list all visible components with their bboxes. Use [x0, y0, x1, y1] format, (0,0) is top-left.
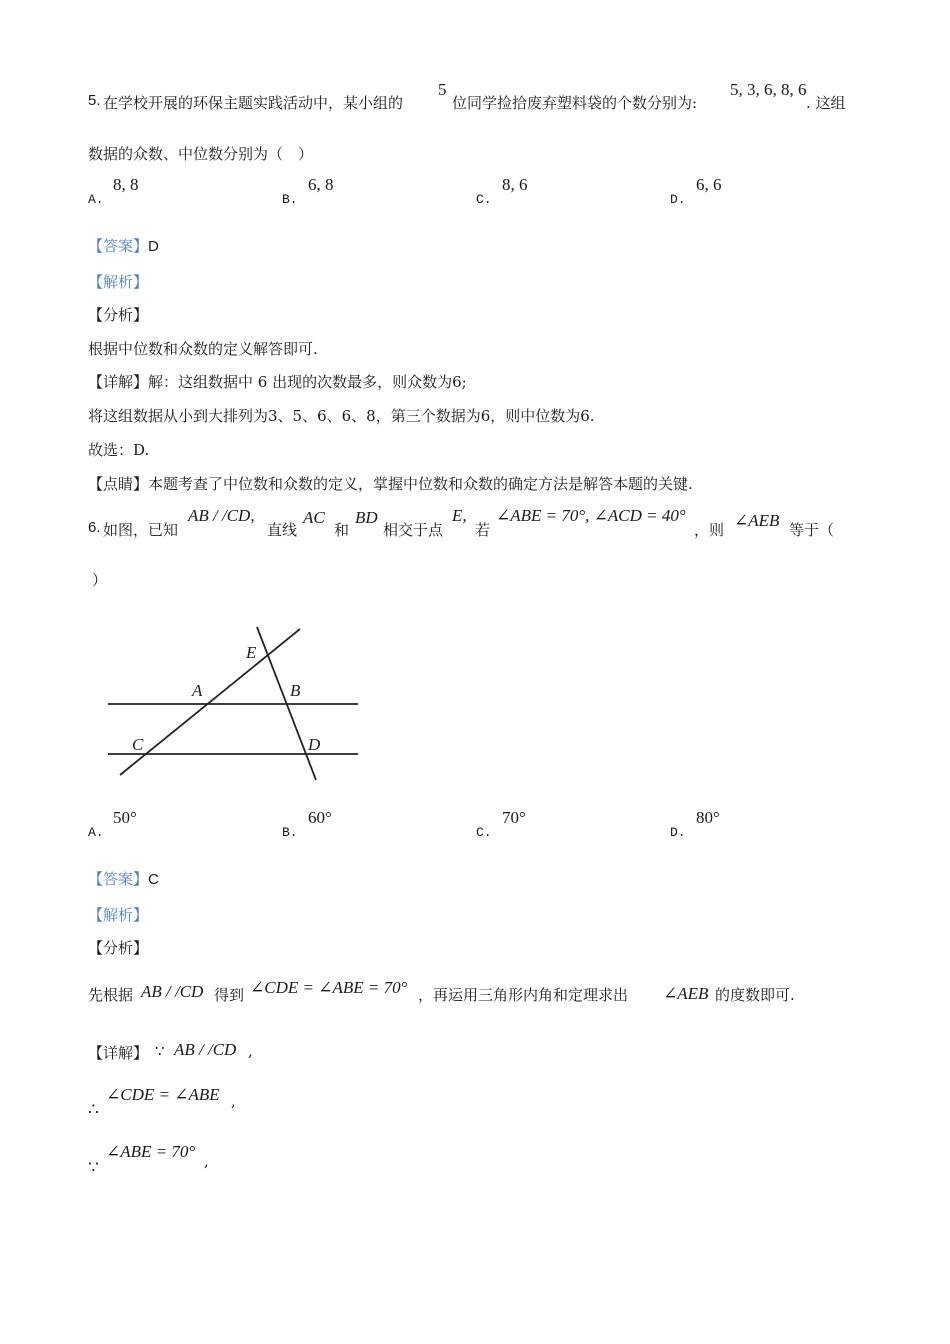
q6-fenxi-d: 的度数即可. [715, 986, 795, 1004]
q6-option-c-value: 70° [502, 808, 526, 827]
therefore-symbol: ∴ [88, 1100, 99, 1120]
label-d: D [308, 735, 321, 754]
q6-option-b-letter: B. [282, 825, 298, 840]
q5-answer-tag: 【答案】 [88, 237, 149, 255]
q6-stem-d: 相交于点 [383, 521, 444, 539]
q5-analysis-tag: 【解析】 [88, 273, 149, 291]
q6-math-ac: AC [303, 508, 325, 527]
q5-count: 5 [438, 80, 447, 99]
q6-option-a-value: 50° [113, 808, 137, 827]
q6-stem-close: ） [92, 571, 108, 589]
q6-fenxi-b: 得到 [214, 986, 245, 1004]
q6-answer-tag: 【答案】 [88, 870, 149, 888]
q6-math-e: E, [452, 506, 467, 525]
q5-stem-part3: . 这组 [806, 94, 846, 112]
q6-option-c-letter: C. [476, 825, 492, 840]
q5-stem-part2: 位同学捡拾废弃塑料袋的个数分别为: [452, 94, 698, 112]
q6-stem-f: ，则 [694, 521, 725, 539]
q5-stem-line2: 数据的众数、中位数分别为（ ） [88, 145, 314, 163]
q6-fenxi-math3: ∠AEB [663, 984, 709, 1003]
q6-math-angles: ∠ABE = 70°, ∠ACD = 40° [496, 506, 686, 525]
q6-fenxi-tag: 【分析】 [88, 939, 149, 957]
q5-option-c-letter: C. [476, 192, 492, 207]
q5-option-a-value: 8, 8 [113, 175, 139, 194]
q6-math-bd: BD [355, 508, 378, 527]
q6-detail-math3: ∠ABE = 70° [106, 1142, 196, 1161]
q6-option-d-value: 80° [696, 808, 720, 827]
q5-option-b-letter: B. [282, 192, 298, 207]
q5-fenxi-text: 根据中位数和众数的定义解答即可. [88, 340, 318, 358]
q6-option-a-letter: A. [88, 825, 104, 840]
q5-comment-row [88, 473, 693, 494]
q6-analysis-tag: 【解析】 [88, 906, 149, 924]
q6-math-aeb: ∠AEB [734, 511, 780, 530]
q5-detail-row1 [88, 371, 467, 392]
q6-detail-tag: 【详解】 [88, 1044, 149, 1062]
q6-fenxi-a: 先根据 [88, 986, 134, 1004]
q5-data-values: 5, 3, 6, 8, 6 [730, 80, 807, 99]
because-symbol-2: ∵ [88, 1158, 99, 1178]
q6-stem-e: 若 [475, 521, 491, 539]
q5-option-d-value: 6, 6 [696, 175, 722, 194]
q6-geometry-diagram [100, 620, 370, 790]
q6-stem-g: 等于（ [789, 521, 835, 539]
q5-detail-line3: 故选：D. [88, 441, 150, 459]
label-e: E [246, 643, 257, 662]
q6-option-b-value: 60° [308, 808, 332, 827]
q6-fenxi-c: ，再运用三角形内角和定理求出 [418, 986, 629, 1004]
q6-detail-comma2: , [231, 1092, 236, 1110]
because-symbol-1: ∵ [155, 1042, 165, 1060]
q6-stem-c: 和 [334, 521, 350, 539]
q5-comment-tag: 【点睛】 [88, 475, 149, 493]
q6-detail-math2: ∠CDE = ∠ABE [106, 1085, 220, 1104]
q5-option-c-value: 8, 6 [502, 175, 528, 194]
q5-fenxi-tag: 【分析】 [88, 306, 149, 324]
q6-fenxi-math1: AB / /CD [141, 982, 204, 1001]
q6-option-d-letter: D. [670, 825, 686, 840]
q6-answer-row [88, 868, 159, 889]
q5-comment-text: 本题考查了中位数和众数的定义，掌握中位数和众数的确定方法是解答本题的关键. [148, 475, 693, 493]
q5-detail-line2: 将这组数据从小到大排列为3、5、6、6、8，第三个数据为6，则中位数为6. [88, 407, 595, 425]
q6-detail-comma3: , [204, 1152, 209, 1170]
q5-number: 5. [88, 92, 101, 109]
q6-stem-a: 如图，已知 [103, 521, 179, 539]
label-b: B [290, 681, 301, 700]
label-a: A [192, 681, 203, 700]
q5-option-b-value: 6, 8 [308, 175, 334, 194]
q5-option-d-letter: D. [670, 192, 686, 207]
q6-fenxi-math2: ∠CDE = ∠ABE = 70° [250, 978, 408, 997]
q5-option-a-letter: A. [88, 192, 104, 207]
q6-detail-math1: AB / /CD [174, 1040, 237, 1059]
q5-answer: D [148, 238, 159, 255]
q6-detail-comma1: , [248, 1042, 253, 1060]
q5-answer-row [88, 235, 159, 256]
q5-stem-part1: 在学校开展的环保主题实践活动中，某小组的 [103, 94, 404, 112]
q5-detail-line1: 解：这组数据中 6 出现的次数最多，则众数为6; [148, 373, 467, 391]
q5-detail-tag: 【详解】 [88, 373, 149, 391]
q6-stem-b: 直线 [267, 521, 298, 539]
label-c: C [132, 735, 144, 754]
q6-answer: C [148, 871, 159, 888]
q6-number: 6. [88, 519, 101, 536]
q6-math-parallel: AB / /CD, [188, 506, 255, 525]
line-ac [120, 629, 300, 775]
